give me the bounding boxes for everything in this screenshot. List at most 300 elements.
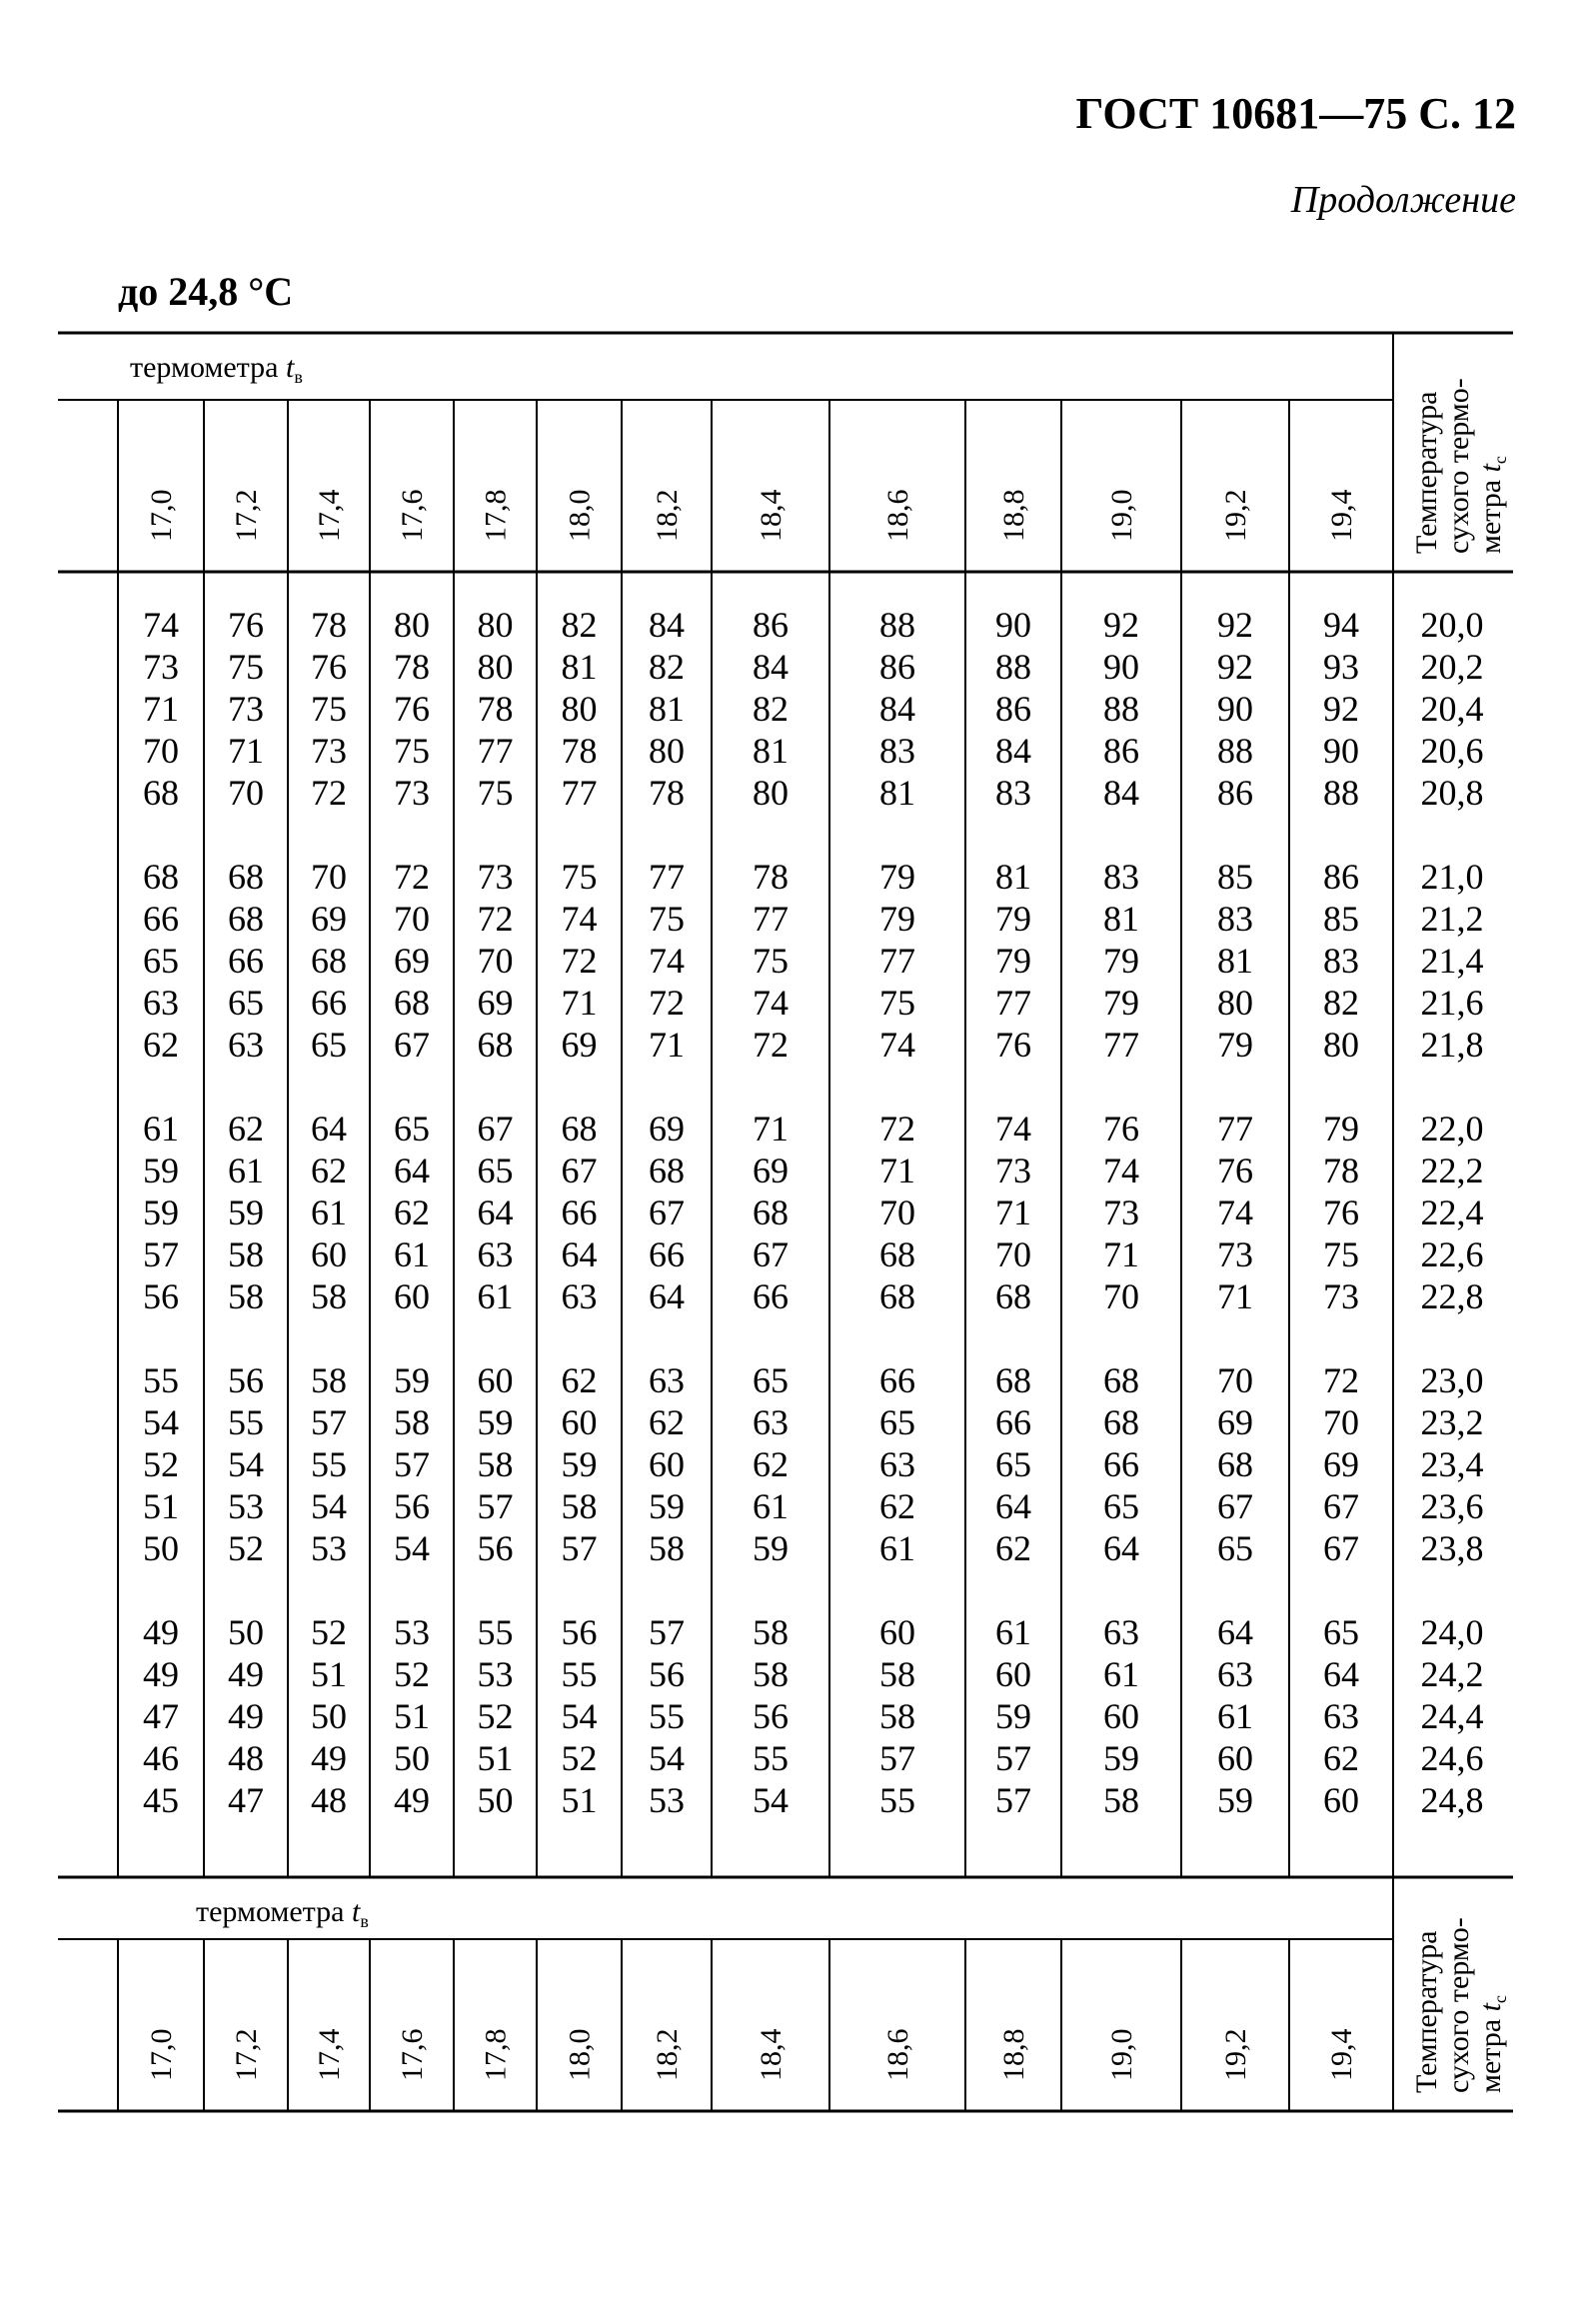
rh-value-cell: 71 xyxy=(143,689,179,729)
rh-value-cell: 78 xyxy=(477,689,514,729)
rh-value-cell: 69 xyxy=(649,1109,685,1149)
rh-value-cell: 55 xyxy=(753,1738,789,1778)
rh-value-cell: 67 xyxy=(649,1192,685,1232)
dry-temp-cell: 21,4 xyxy=(1420,941,1484,981)
rh-value-cell: 57 xyxy=(311,1402,347,1442)
dry-temp-cell: 20,8 xyxy=(1420,773,1484,813)
rh-value-cell: 59 xyxy=(1217,1780,1253,1820)
rh-value-cell: 63 xyxy=(1217,1654,1253,1694)
rh-value-cell: 62 xyxy=(561,1360,598,1400)
rh-value-cell: 70 xyxy=(477,941,514,981)
rh-value-cell: 57 xyxy=(143,1234,179,1274)
top-header-wet-col-header: 17,8 xyxy=(479,489,513,542)
bottom-header-wet-col-header: 17,6 xyxy=(396,2028,429,2081)
rh-value-cell: 69 xyxy=(1323,1444,1359,1484)
rh-value-cell: 75 xyxy=(311,689,347,729)
rh-value-cell: 68 xyxy=(228,857,264,897)
rh-value-cell: 73 xyxy=(1323,1276,1359,1316)
rh-value-cell: 88 xyxy=(1323,773,1359,813)
bottom-header-wet-col-header: 18,6 xyxy=(881,2028,914,2081)
rh-value-cell: 61 xyxy=(1103,1654,1139,1694)
rh-value-cell: 60 xyxy=(477,1360,514,1400)
rh-value-cell: 55 xyxy=(477,1612,514,1652)
rh-value-cell: 49 xyxy=(228,1654,264,1694)
rh-value-cell: 70 xyxy=(879,1192,915,1232)
rh-value-cell: 75 xyxy=(228,647,264,687)
rh-value-cell: 58 xyxy=(228,1276,264,1316)
rh-value-cell: 59 xyxy=(228,1192,264,1232)
rh-value-cell: 65 xyxy=(995,1444,1031,1484)
rh-value-cell: 74 xyxy=(879,1025,915,1065)
rh-value-cell: 58 xyxy=(311,1276,347,1316)
rh-value-cell: 72 xyxy=(394,857,430,897)
rh-value-cell: 60 xyxy=(995,1654,1031,1694)
rh-value-cell: 65 xyxy=(143,941,179,981)
dry-temp-cell: 20,4 xyxy=(1420,689,1484,729)
rh-value-cell: 53 xyxy=(394,1612,430,1652)
rh-value-cell: 79 xyxy=(995,941,1031,981)
rh-value-cell: 68 xyxy=(1103,1402,1139,1442)
rh-value-cell: 81 xyxy=(1103,899,1139,939)
rh-value-cell: 80 xyxy=(394,605,430,645)
rh-value-cell: 70 xyxy=(1323,1402,1359,1442)
rh-value-cell: 90 xyxy=(1217,689,1253,729)
rh-value-cell: 57 xyxy=(477,1486,514,1526)
rh-value-cell: 66 xyxy=(753,1276,789,1316)
rh-value-cell: 56 xyxy=(561,1612,598,1652)
rh-value-cell: 58 xyxy=(311,1360,347,1400)
rh-value-cell: 64 xyxy=(995,1486,1031,1526)
rh-value-cell: 68 xyxy=(1103,1360,1139,1400)
rh-value-cell: 74 xyxy=(649,941,685,981)
dry-temp-cell: 21,0 xyxy=(1420,857,1484,897)
rh-value-cell: 66 xyxy=(561,1192,598,1232)
rh-value-cell: 73 xyxy=(228,689,264,729)
rh-value-cell: 62 xyxy=(311,1151,347,1190)
rh-value-cell: 76 xyxy=(1323,1192,1359,1232)
rh-value-cell: 73 xyxy=(311,731,347,771)
rh-value-cell: 67 xyxy=(1323,1528,1359,1568)
top-header-wet-col-header: 18,2 xyxy=(651,489,684,542)
rh-value-cell: 55 xyxy=(879,1780,915,1820)
rh-value-cell: 70 xyxy=(995,1234,1031,1274)
rh-value-cell: 51 xyxy=(394,1696,430,1736)
rh-value-cell: 53 xyxy=(228,1486,264,1526)
rh-value-cell: 52 xyxy=(394,1654,430,1694)
rh-value-cell: 84 xyxy=(1103,773,1139,813)
rh-value-cell: 86 xyxy=(879,647,915,687)
rh-value-cell: 56 xyxy=(477,1528,514,1568)
rh-value-cell: 56 xyxy=(753,1696,789,1736)
rh-value-cell: 59 xyxy=(753,1528,789,1568)
rh-value-cell: 59 xyxy=(143,1192,179,1232)
rh-value-cell: 67 xyxy=(561,1151,598,1190)
rh-value-cell: 59 xyxy=(394,1360,430,1400)
rh-value-cell: 54 xyxy=(649,1738,685,1778)
rh-value-cell: 65 xyxy=(1323,1612,1359,1652)
rh-value-cell: 70 xyxy=(1103,1276,1139,1316)
rh-value-cell: 67 xyxy=(753,1234,789,1274)
rh-value-cell: 83 xyxy=(1217,899,1253,939)
rh-value-cell: 61 xyxy=(143,1109,179,1149)
continuation-label: Продолжение xyxy=(1290,179,1516,221)
rh-value-cell: 71 xyxy=(879,1151,915,1190)
rh-value-cell: 83 xyxy=(995,773,1031,813)
rh-value-cell: 49 xyxy=(228,1696,264,1736)
bottom-header-wet-col-header: 18,8 xyxy=(997,2028,1030,2081)
bottom-header-wet-col-header: 18,2 xyxy=(651,2028,684,2081)
rh-value-cell: 88 xyxy=(1217,731,1253,771)
rh-value-cell: 56 xyxy=(228,1360,264,1400)
rh-value-cell: 69 xyxy=(477,983,514,1023)
dry-temp-cell: 20,6 xyxy=(1420,731,1484,771)
rh-value-cell: 52 xyxy=(228,1528,264,1568)
rh-value-cell: 50 xyxy=(477,1780,514,1820)
rh-value-cell: 63 xyxy=(228,1025,264,1065)
rh-value-cell: 78 xyxy=(1323,1151,1359,1190)
rh-value-cell: 60 xyxy=(1103,1696,1139,1736)
rh-value-cell: 61 xyxy=(1217,1696,1253,1736)
bottom-header-wet-thermometer-label: термометра $t_в$ xyxy=(196,1895,369,1931)
rh-value-cell: 71 xyxy=(649,1025,685,1065)
rh-value-cell: 75 xyxy=(753,941,789,981)
bottom-header-wet-col-header: 19,4 xyxy=(1325,2028,1358,2081)
rh-value-cell: 58 xyxy=(649,1528,685,1568)
rh-value-cell: 51 xyxy=(143,1486,179,1526)
rh-value-cell: 84 xyxy=(649,605,685,645)
rh-value-cell: 81 xyxy=(753,731,789,771)
rh-value-cell: 47 xyxy=(228,1780,264,1820)
dry-temp-cell: 20,2 xyxy=(1420,647,1484,687)
rh-value-cell: 64 xyxy=(1323,1654,1359,1694)
rh-value-cell: 60 xyxy=(1217,1738,1253,1778)
rh-value-cell: 45 xyxy=(143,1780,179,1820)
rh-value-cell: 57 xyxy=(649,1612,685,1652)
rh-value-cell: 62 xyxy=(394,1192,430,1232)
rh-value-cell: 79 xyxy=(879,899,915,939)
rh-value-cell: 61 xyxy=(394,1234,430,1274)
rh-value-cell: 55 xyxy=(228,1402,264,1442)
rh-value-cell: 79 xyxy=(1103,983,1139,1023)
rh-value-cell: 83 xyxy=(879,731,915,771)
rh-value-cell: 54 xyxy=(394,1528,430,1568)
rh-value-cell: 58 xyxy=(753,1654,789,1694)
rh-value-cell: 48 xyxy=(311,1780,347,1820)
rh-value-cell: 71 xyxy=(753,1109,789,1149)
rh-value-cell: 73 xyxy=(1217,1234,1253,1274)
dry-temp-cell: 23,8 xyxy=(1420,1528,1484,1568)
rh-value-cell: 53 xyxy=(477,1654,514,1694)
rh-value-cell: 68 xyxy=(879,1234,915,1274)
rh-value-cell: 76 xyxy=(228,605,264,645)
rh-value-cell: 56 xyxy=(394,1486,430,1526)
rh-value-cell: 63 xyxy=(477,1234,514,1274)
rh-value-cell: 62 xyxy=(649,1402,685,1442)
rh-value-cell: 63 xyxy=(879,1444,915,1484)
top-header-wet-col-header: 19,2 xyxy=(1219,489,1252,542)
rh-value-cell: 88 xyxy=(879,605,915,645)
rh-value-cell: 77 xyxy=(879,941,915,981)
rh-value-cell: 69 xyxy=(394,941,430,981)
dry-temp-cell: 23,0 xyxy=(1420,1360,1484,1400)
rh-value-cell: 58 xyxy=(477,1444,514,1484)
rh-value-cell: 63 xyxy=(1103,1612,1139,1652)
rh-value-cell: 58 xyxy=(394,1402,430,1442)
rh-value-cell: 77 xyxy=(995,983,1031,1023)
rh-value-cell: 58 xyxy=(753,1612,789,1652)
rh-value-cell: 74 xyxy=(1217,1192,1253,1232)
dry-temp-cell: 23,6 xyxy=(1420,1486,1484,1526)
rh-value-cell: 75 xyxy=(394,731,430,771)
rh-value-cell: 74 xyxy=(995,1109,1031,1149)
rh-value-cell: 70 xyxy=(143,731,179,771)
rh-value-cell: 74 xyxy=(561,899,598,939)
rh-value-cell: 50 xyxy=(228,1612,264,1652)
rh-value-cell: 80 xyxy=(477,647,514,687)
bottom-header-wet-col-header: 17,2 xyxy=(230,2028,263,2081)
rh-value-cell: 86 xyxy=(1217,773,1253,813)
dry-temp-cell: 21,6 xyxy=(1420,983,1484,1023)
rh-value-cell: 57 xyxy=(995,1738,1031,1778)
rh-value-cell: 79 xyxy=(1323,1109,1359,1149)
rh-value-cell: 54 xyxy=(753,1780,789,1820)
rh-value-cell: 57 xyxy=(394,1444,430,1484)
rh-value-cell: 63 xyxy=(561,1276,598,1316)
rh-value-cell: 66 xyxy=(143,899,179,939)
rh-value-cell: 61 xyxy=(879,1528,915,1568)
dry-temp-cell: 22,8 xyxy=(1420,1276,1484,1316)
rh-value-cell: 80 xyxy=(649,731,685,771)
rh-value-cell: 81 xyxy=(1217,941,1253,981)
rh-value-cell: 78 xyxy=(394,647,430,687)
rh-value-cell: 51 xyxy=(311,1654,347,1694)
rh-value-cell: 78 xyxy=(561,731,598,771)
rh-value-cell: 92 xyxy=(1103,605,1139,645)
rh-value-cell: 53 xyxy=(649,1780,685,1820)
top-header-wet-col-header: 18,6 xyxy=(881,489,914,542)
rh-value-cell: 58 xyxy=(1103,1780,1139,1820)
rh-value-cell: 58 xyxy=(561,1486,598,1526)
rh-value-cell: 92 xyxy=(1323,689,1359,729)
top-header-dry-header-line: сухого термо- xyxy=(1442,378,1475,554)
rh-value-cell: 48 xyxy=(228,1738,264,1778)
rh-value-cell: 55 xyxy=(561,1654,598,1694)
dry-temp-cell: 24,4 xyxy=(1420,1696,1484,1736)
rh-value-cell: 70 xyxy=(1217,1360,1253,1400)
rh-value-cell: 92 xyxy=(1217,605,1253,645)
rh-value-cell: 80 xyxy=(753,773,789,813)
rh-value-cell: 64 xyxy=(394,1151,430,1190)
rh-value-cell: 59 xyxy=(995,1696,1031,1736)
rh-value-cell: 66 xyxy=(311,983,347,1023)
rh-value-cell: 77 xyxy=(1103,1025,1139,1065)
rh-value-cell: 73 xyxy=(995,1151,1031,1190)
rh-value-cell: 86 xyxy=(753,605,789,645)
rh-value-cell: 49 xyxy=(311,1738,347,1778)
rh-value-cell: 68 xyxy=(649,1151,685,1190)
rh-value-cell: 59 xyxy=(561,1444,598,1484)
rh-value-cell: 58 xyxy=(879,1696,915,1736)
rh-value-cell: 49 xyxy=(143,1654,179,1694)
rh-value-cell: 71 xyxy=(561,983,598,1023)
rh-value-cell: 68 xyxy=(1217,1444,1253,1484)
rh-value-cell: 65 xyxy=(879,1402,915,1442)
rh-value-cell: 82 xyxy=(1323,983,1359,1023)
rh-value-cell: 60 xyxy=(1323,1780,1359,1820)
rh-value-cell: 62 xyxy=(753,1444,789,1484)
rh-value-cell: 75 xyxy=(879,983,915,1023)
rh-value-cell: 74 xyxy=(1103,1151,1139,1190)
rh-value-cell: 76 xyxy=(394,689,430,729)
rh-value-cell: 81 xyxy=(561,647,598,687)
bottom-header-dry-header-line: метра $t_с$ xyxy=(1474,1995,1510,2093)
rh-value-cell: 69 xyxy=(1217,1402,1253,1442)
dry-temp-cell: 22,6 xyxy=(1420,1234,1484,1274)
rh-value-cell: 62 xyxy=(228,1109,264,1149)
rh-value-cell: 65 xyxy=(1217,1528,1253,1568)
rh-value-cell: 73 xyxy=(1103,1192,1139,1232)
rh-value-cell: 81 xyxy=(649,689,685,729)
top-header-wet-col-header: 17,0 xyxy=(145,489,178,542)
rh-value-cell: 55 xyxy=(143,1360,179,1400)
top-header-wet-col-header: 17,6 xyxy=(396,489,429,542)
rh-value-cell: 78 xyxy=(311,605,347,645)
rh-value-cell: 64 xyxy=(311,1109,347,1149)
bottom-header-wet-col-header: 18,4 xyxy=(755,2028,788,2081)
rh-value-cell: 50 xyxy=(311,1696,347,1736)
rh-value-cell: 70 xyxy=(228,773,264,813)
rh-value-cell: 82 xyxy=(649,647,685,687)
rh-value-cell: 80 xyxy=(1323,1025,1359,1065)
rh-value-cell: 52 xyxy=(561,1738,598,1778)
bottom-header-dry-header-line: сухого термо- xyxy=(1442,1917,1475,2093)
rh-value-cell: 79 xyxy=(1103,941,1139,981)
rh-value-cell: 63 xyxy=(143,983,179,1023)
rh-value-cell: 54 xyxy=(311,1486,347,1526)
rh-value-cell: 56 xyxy=(143,1276,179,1316)
rh-value-cell: 88 xyxy=(1103,689,1139,729)
rh-value-cell: 75 xyxy=(477,773,514,813)
rh-value-cell: 52 xyxy=(143,1444,179,1484)
rh-value-cell: 72 xyxy=(477,899,514,939)
rh-value-cell: 53 xyxy=(311,1528,347,1568)
rh-value-cell: 57 xyxy=(995,1780,1031,1820)
dry-temp-cell: 24,0 xyxy=(1420,1612,1484,1652)
rh-value-cell: 77 xyxy=(477,731,514,771)
rh-value-cell: 76 xyxy=(311,647,347,687)
dry-temp-cell: 24,6 xyxy=(1420,1738,1484,1778)
rh-value-cell: 60 xyxy=(394,1276,430,1316)
rh-value-cell: 67 xyxy=(1323,1486,1359,1526)
rh-value-cell: 63 xyxy=(649,1360,685,1400)
rh-value-cell: 66 xyxy=(995,1402,1031,1442)
rh-value-cell: 77 xyxy=(1217,1109,1253,1149)
dry-temp-cell: 21,8 xyxy=(1420,1025,1484,1065)
rh-value-cell: 88 xyxy=(995,647,1031,687)
rh-value-cell: 62 xyxy=(879,1486,915,1526)
rh-value-cell: 59 xyxy=(649,1486,685,1526)
rh-value-cell: 64 xyxy=(649,1276,685,1316)
rh-value-cell: 71 xyxy=(1217,1276,1253,1316)
rh-value-cell: 72 xyxy=(561,941,598,981)
rh-value-cell: 73 xyxy=(143,647,179,687)
rh-value-cell: 90 xyxy=(1323,731,1359,771)
rh-value-cell: 67 xyxy=(394,1025,430,1065)
rh-value-cell: 82 xyxy=(561,605,598,645)
rh-value-cell: 92 xyxy=(1217,647,1253,687)
rh-value-cell: 47 xyxy=(143,1696,179,1736)
bottom-header-wet-col-header: 18,0 xyxy=(563,2028,597,2081)
top-header-dry-header-line: Температура xyxy=(1410,391,1443,554)
bottom-header-wet-col-header: 19,2 xyxy=(1219,2028,1252,2081)
rh-value-cell: 51 xyxy=(561,1780,598,1820)
rh-value-cell: 65 xyxy=(394,1109,430,1149)
rh-value-cell: 54 xyxy=(561,1696,598,1736)
dry-temp-cell: 23,2 xyxy=(1420,1402,1484,1442)
rh-value-cell: 65 xyxy=(477,1151,514,1190)
rh-value-cell: 61 xyxy=(753,1486,789,1526)
rh-value-cell: 61 xyxy=(477,1276,514,1316)
rh-value-cell: 68 xyxy=(995,1276,1031,1316)
rh-value-cell: 75 xyxy=(1323,1234,1359,1274)
rh-value-cell: 67 xyxy=(1217,1486,1253,1526)
rh-value-cell: 64 xyxy=(1103,1528,1139,1568)
dry-temp-cell: 20,0 xyxy=(1420,605,1484,645)
rh-value-cell: 54 xyxy=(143,1402,179,1442)
rh-value-cell: 79 xyxy=(995,899,1031,939)
rh-value-cell: 52 xyxy=(311,1612,347,1652)
top-header-wet-col-header: 18,0 xyxy=(563,489,597,542)
rh-value-cell: 56 xyxy=(649,1654,685,1694)
rh-value-cell: 68 xyxy=(311,941,347,981)
rh-value-cell: 51 xyxy=(477,1738,514,1778)
rh-value-cell: 84 xyxy=(753,647,789,687)
rh-value-cell: 71 xyxy=(995,1192,1031,1232)
top-header-wet-col-header: 19,4 xyxy=(1325,489,1358,542)
rh-value-cell: 72 xyxy=(879,1109,915,1149)
rh-value-cell: 76 xyxy=(995,1025,1031,1065)
dry-temp-cell: 21,2 xyxy=(1420,899,1484,939)
rh-value-cell: 60 xyxy=(879,1612,915,1652)
rh-value-cell: 73 xyxy=(477,857,514,897)
top-header-dry-header-line: метра $t_с$ xyxy=(1474,456,1510,554)
rh-value-cell: 67 xyxy=(477,1109,514,1149)
dry-temp-cell: 24,8 xyxy=(1420,1780,1484,1820)
rh-value-cell: 69 xyxy=(753,1151,789,1190)
rh-value-cell: 72 xyxy=(311,773,347,813)
rh-value-cell: 46 xyxy=(143,1738,179,1778)
rh-value-cell: 55 xyxy=(649,1696,685,1736)
rh-value-cell: 85 xyxy=(1323,899,1359,939)
rh-value-cell: 63 xyxy=(1323,1696,1359,1736)
rh-value-cell: 65 xyxy=(311,1025,347,1065)
rh-value-cell: 60 xyxy=(649,1444,685,1484)
rh-value-cell: 58 xyxy=(228,1234,264,1274)
top-header-wet-thermometer-label: термометра $t_в$ xyxy=(130,351,303,387)
rh-value-cell: 64 xyxy=(561,1234,598,1274)
dry-temp-cell: 22,4 xyxy=(1420,1192,1484,1232)
rh-value-cell: 86 xyxy=(995,689,1031,729)
rh-value-cell: 59 xyxy=(1103,1738,1139,1778)
rh-value-cell: 68 xyxy=(561,1109,598,1149)
rh-value-cell: 68 xyxy=(228,899,264,939)
dry-temp-cell: 23,4 xyxy=(1420,1444,1484,1484)
rh-value-cell: 54 xyxy=(228,1444,264,1484)
rh-value-cell: 58 xyxy=(879,1654,915,1694)
rh-value-cell: 74 xyxy=(753,983,789,1023)
rh-value-cell: 78 xyxy=(649,773,685,813)
rh-value-cell: 65 xyxy=(753,1360,789,1400)
